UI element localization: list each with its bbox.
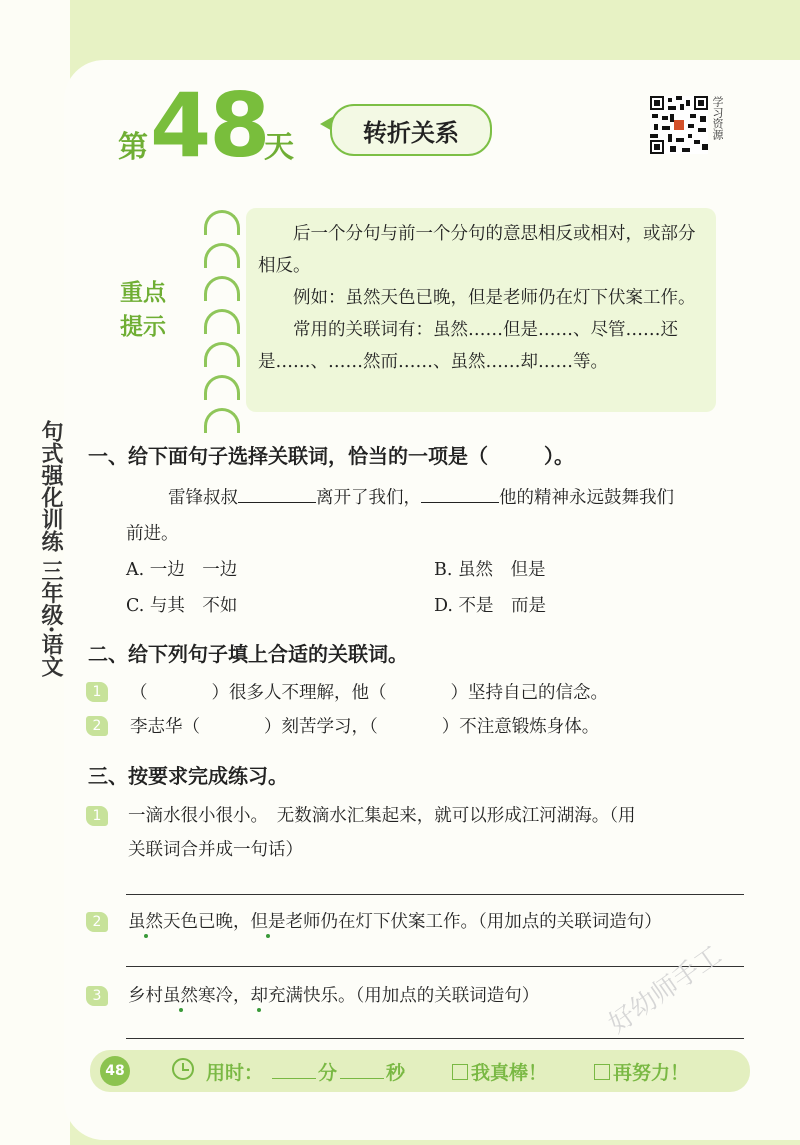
day-prefix: 第	[118, 130, 148, 165]
day-suffix: 天	[264, 130, 294, 165]
section-1-sentence: 雷锋叔叔 离开了我们， 他的精神永远鼓舞我们	[168, 488, 674, 508]
watermark: 好幼师手工	[603, 940, 728, 1040]
section-2-title: 二、给下列句子填上合适的关联词。	[88, 642, 408, 666]
tip-paragraph: 例如：虽然天色已晚，但是老师仍在灯下伏案工作。	[293, 288, 696, 308]
option-b[interactable]: B. 虽然 但是	[434, 560, 546, 580]
item-number-badge: 2	[86, 912, 108, 932]
checkbox-icon	[452, 1064, 468, 1080]
minutes-blank[interactable]	[272, 1078, 316, 1079]
checkbox-icon	[594, 1064, 610, 1080]
section-1-sentence-end: 前进。	[126, 524, 179, 544]
day-number: 48	[150, 74, 269, 177]
qr-label: 学习资源	[711, 96, 724, 140]
tip-content	[258, 218, 706, 378]
section-1-title: 一、给下面句子选择关联词，恰当的一项是（ ）。	[88, 444, 574, 468]
topic-title: 转折关系	[330, 104, 492, 156]
tip-paragraph: 常用的关联词有：虽然……但是……、尽管……还是……、……然而……、虽然……却……等。	[258, 320, 678, 372]
item-number-badge: 2	[86, 716, 108, 736]
page-number: 48	[100, 1056, 130, 1086]
fill-blank[interactable]	[421, 502, 499, 503]
answer-line[interactable]	[126, 1038, 744, 1039]
tip-paragraph: 后一个分句与前一个分句的意思相反或相对，或部分相反。	[258, 224, 696, 276]
great-checkbox[interactable]: 我真棒！	[452, 1058, 547, 1085]
option-a[interactable]: A. 一边 一边	[126, 560, 238, 580]
fill-blank[interactable]	[238, 502, 316, 503]
book-side-title: 句式强化训练 三年级·语文	[38, 420, 64, 678]
alarm-clock-icon	[172, 1058, 194, 1080]
section-2-item-2: 李志华（ ）刻苦学习，（ ）不注意锻炼身体。	[130, 717, 600, 737]
option-c[interactable]: C. 与其 不如	[126, 596, 238, 616]
binder-rings	[204, 210, 244, 441]
second-label: 秒	[386, 1062, 406, 1084]
section-2-item-1: （ ）很多人不理解，他（ ）坚持自己的信念。	[130, 683, 608, 703]
section-3-item-1-line-2: 关联词合并成一句话）	[128, 840, 303, 860]
qr-code-icon[interactable]	[650, 96, 708, 154]
time-label: 用时：	[206, 1062, 264, 1084]
section-3-title: 三、按要求完成练习。	[88, 764, 288, 788]
item-number-badge: 1	[86, 806, 108, 826]
tip-label: 重点提示	[120, 279, 166, 340]
section-3-item-1-line-1: 一滴水很小很小。 无数滴水汇集起来，就可以形成江河湖海。（用	[128, 806, 636, 826]
option-d[interactable]: D. 不是 而是	[434, 596, 547, 616]
section-3-item-3: 乡村虽然寒冷，却充满快乐。（用加点的关联词造句）	[128, 986, 540, 1006]
answer-line[interactable]	[126, 894, 744, 895]
item-number-badge: 3	[86, 986, 108, 1006]
seconds-blank[interactable]	[340, 1078, 384, 1079]
try-again-checkbox[interactable]: 再努力！	[594, 1058, 689, 1085]
minute-label: 分	[318, 1062, 338, 1084]
section-3-item-2: 虽然天色已晚，但是老师仍在灯下伏案工作。（用加点的关联词造句）	[128, 912, 662, 932]
item-number-badge: 1	[86, 682, 108, 702]
answer-line[interactable]	[126, 966, 744, 967]
